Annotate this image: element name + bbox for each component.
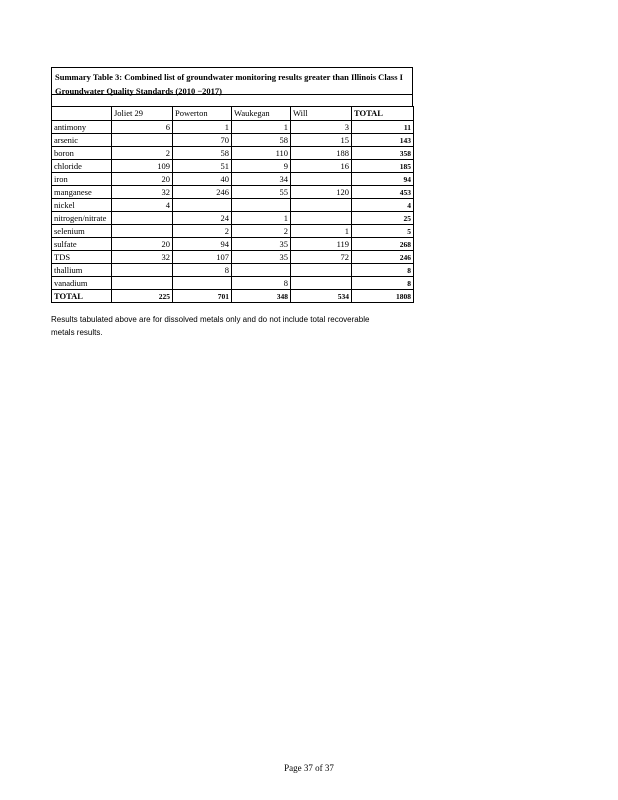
table-row [52,186,414,199]
table-title: Summary Table 3: Combined list of groundwater monitoring results greater than Illinois Class I Groundwater Quality Standards (2010 −2017) [51,67,413,95]
row-label: selenium [52,225,112,238]
value-cell: 246 [173,186,232,199]
value-cell: 109 [112,160,173,173]
table-row [52,121,414,134]
value-cell: 35 [232,251,291,264]
value-cell: 58 [173,147,232,160]
value-cell [112,225,173,238]
header-cell-joliet29: Joliet 29 [112,107,173,121]
table-row [52,212,414,225]
row-label: vanadium [52,277,112,290]
row-total-cell: 5 [352,225,414,238]
value-cell: 35 [232,238,291,251]
row-label: nickel [52,199,112,212]
page-number: Page 37 of 37 [284,763,334,773]
table-row [52,173,414,186]
row-total-cell: 25 [352,212,414,225]
value-cell [112,212,173,225]
value-cell: 20 [112,173,173,186]
row-total-cell: 453 [352,186,414,199]
value-cell: 1 [173,121,232,134]
total-row [52,290,414,303]
table-row [52,147,414,160]
row-total-cell: 358 [352,147,414,160]
value-cell: 94 [173,238,232,251]
value-cell: 51 [173,160,232,173]
value-cell [232,199,291,212]
table-row [52,134,414,147]
row-label: arsenic [52,134,112,147]
value-cell: 188 [291,147,352,160]
value-cell [173,277,232,290]
value-cell: 120 [291,186,352,199]
table-row [52,199,414,212]
value-cell [291,264,352,277]
row-total-cell: 143 [352,134,414,147]
value-cell: 2 [112,147,173,160]
row-total-cell: 1808 [352,290,414,303]
value-cell [232,264,291,277]
value-cell: 40 [173,173,232,186]
row-total-cell: 4 [352,199,414,212]
value-cell: 119 [291,238,352,251]
header-cell-will: Will [291,107,352,121]
value-cell: 9 [232,160,291,173]
value-cell [291,277,352,290]
row-label: chloride [52,160,112,173]
value-cell [291,173,352,186]
value-cell [291,199,352,212]
value-cell: 70 [173,134,232,147]
value-cell: 534 [291,290,352,303]
table-row [52,160,414,173]
value-cell [291,212,352,225]
value-cell: 6 [112,121,173,134]
header-cell-powerton: Powerton [173,107,232,121]
value-cell: 55 [232,186,291,199]
row-label: nitrogen/nitrate [52,212,112,225]
row-label: boron [52,147,112,160]
value-cell [173,199,232,212]
value-cell: 4 [112,199,173,212]
value-cell: 1 [291,225,352,238]
row-total-cell: 268 [352,238,414,251]
table-row [52,251,414,264]
table-row [52,264,414,277]
table-row [52,238,414,251]
row-label: manganese [52,186,112,199]
row-label: TOTAL [52,290,112,303]
value-cell [112,134,173,147]
value-cell: 701 [173,290,232,303]
value-cell: 107 [173,251,232,264]
value-cell: 16 [291,160,352,173]
value-cell [112,277,173,290]
row-label: thallium [52,264,112,277]
value-cell: 8 [232,277,291,290]
results-table [51,106,414,303]
value-cell: 32 [112,251,173,264]
value-cell: 15 [291,134,352,147]
value-cell: 72 [291,251,352,264]
row-total-cell: 94 [352,173,414,186]
value-cell: 58 [232,134,291,147]
row-label: iron [52,173,112,186]
value-cell: 2 [232,225,291,238]
header-row [52,107,414,121]
value-cell: 1 [232,212,291,225]
value-cell: 1 [232,121,291,134]
value-cell: 2 [173,225,232,238]
row-label: sulfate [52,238,112,251]
value-cell: 348 [232,290,291,303]
value-cell: 110 [232,147,291,160]
document-body [51,67,413,339]
header-cell-waukegan: Waukegan [232,107,291,121]
value-cell: 24 [173,212,232,225]
header-cell-blank [52,107,112,121]
table-row [52,277,414,290]
header-cell-total: TOTAL [352,107,414,121]
row-label: TDS [52,251,112,264]
row-total-cell: 185 [352,160,414,173]
row-total-cell: 8 [352,264,414,277]
row-total-cell: 11 [352,121,414,134]
value-cell: 32 [112,186,173,199]
value-cell: 8 [173,264,232,277]
table-row [52,225,414,238]
value-cell: 225 [112,290,173,303]
row-total-cell: 246 [352,251,414,264]
footnote: Results tabulated above are for dissolved metals only and do not include total recoverable metals results. [51,315,370,337]
value-cell [112,264,173,277]
value-cell: 20 [112,238,173,251]
value-cell: 3 [291,121,352,134]
value-cell: 34 [232,173,291,186]
row-total-cell: 8 [352,277,414,290]
row-label: antimony [52,121,112,134]
